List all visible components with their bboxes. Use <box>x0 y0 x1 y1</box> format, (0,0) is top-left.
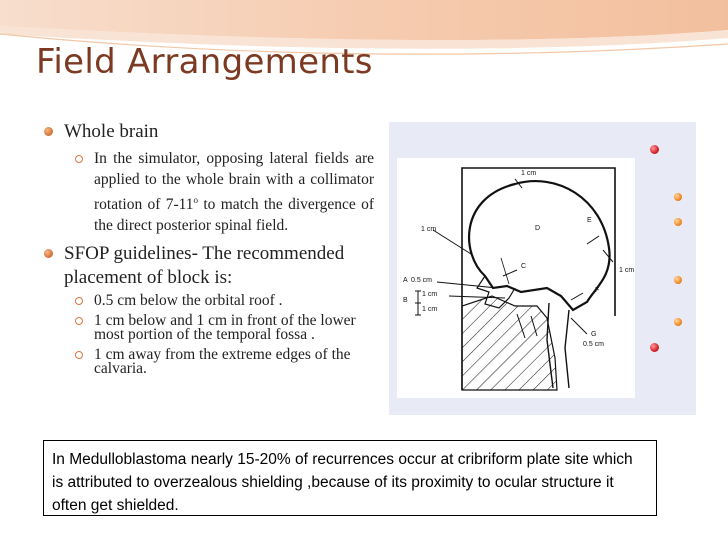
accent-ball-icon <box>650 343 659 352</box>
sub-bullet-simulator <box>44 148 374 236</box>
recurrence-note: In Medulloblastoma nearly 15-20% of recurrences occur at cribriform plate site which is attributed to overzealous shielding ,because of its proximity to ocular structure it often get shielded. <box>43 440 657 516</box>
bullet-label: SFOP guidelines- The recommended placement of block is: <box>64 243 345 289</box>
label-d: D <box>535 225 541 232</box>
accent-ball-icon <box>674 276 682 284</box>
degree-superscript: o <box>193 195 199 205</box>
label-top-1cm: 1 cm <box>521 170 537 177</box>
page-title: Field Arrangements <box>36 42 373 82</box>
accent-ball-icon <box>674 218 682 226</box>
label-f: F <box>595 287 600 294</box>
label-right-1cm: 1 cm <box>619 267 635 274</box>
label-g: G <box>591 331 597 338</box>
accent-ball-icon <box>674 193 682 201</box>
label-g-cm: 0.5 cm <box>583 341 605 348</box>
sub-bullet-ring-icon <box>75 351 83 359</box>
bullet-sfop <box>44 242 374 290</box>
sub-bullet-ring-icon <box>75 317 83 325</box>
bullet-list <box>44 120 374 382</box>
sub-bullet-text-a: In the simulator, opposing lateral fields are applied to the whole brain with a collimator rotation of 7-11 <box>94 150 374 214</box>
sub-bullet-ring-icon <box>75 155 83 163</box>
label-e: E <box>587 217 592 224</box>
bullet-whole-brain <box>44 120 374 144</box>
sub-bullet-temporal: 1 cm below and 1 cm in front of the lower most portion of the temporal fossa . <box>44 314 374 342</box>
label-b2: 1 cm <box>422 306 438 313</box>
bullet-label: Whole brain <box>64 121 159 142</box>
accent-ball-icon <box>650 145 659 154</box>
label-left-1cm: 1 cm <box>421 226 437 233</box>
label-a: A <box>403 277 408 284</box>
label-b: B <box>403 297 408 304</box>
accent-ball-icon <box>674 318 682 326</box>
sub-bullet-ring-icon <box>75 297 83 305</box>
field-diagram <box>397 158 635 398</box>
sub-bullet-calvaria: 1 cm away from the extreme edges of the calvaria. <box>44 348 374 376</box>
label-half-cm: 0.5 cm <box>411 277 433 284</box>
label-b1: 1 cm <box>422 291 438 298</box>
bullet-dot-icon <box>44 249 53 258</box>
sub-bullet-orbital: 0.5 cm below the orbital roof . <box>44 294 374 308</box>
sub-bullet-text-b: to match the divergence of the direct posterior spinal field. <box>94 196 374 235</box>
bullet-dot-icon <box>44 127 53 136</box>
label-c: C <box>521 263 527 270</box>
